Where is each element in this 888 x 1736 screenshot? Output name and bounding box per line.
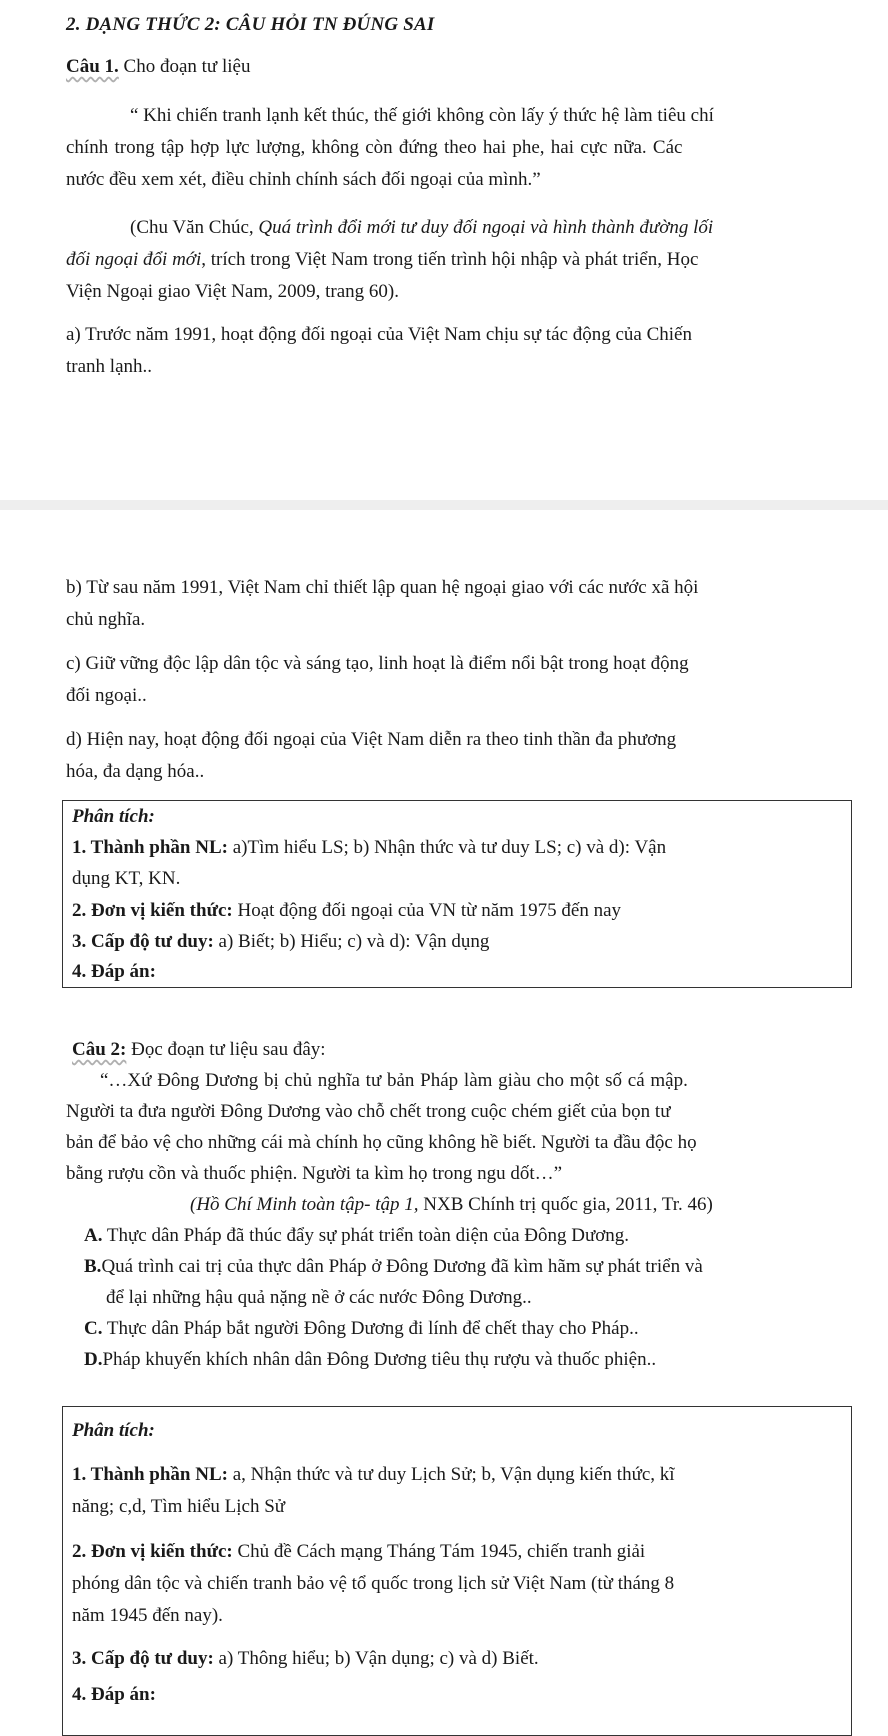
statement-a: a) Trước năm 1991, hoạt động đối ngoại của Việt Nam chịu sự tác động của Chiến: [66, 324, 692, 345]
q1-quote-line: nước đều xem xét, điều chỉnh chính sách đối ngoại của mình.”: [66, 169, 541, 190]
analysis-1-knowledge-text: Hoạt động đối ngoại của VN từ năm 1975 đến nay: [232, 900, 622, 921]
analysis-1-knowledge: [72, 894, 621, 927]
q2-option-b-cont: để lại những hậu quả nặng nề ở các nước Đông Dương..: [106, 1287, 532, 1308]
statement-d-cont: hóa, đa dạng hóa..: [66, 761, 205, 782]
analysis-1-answer: 4. Đáp án:: [72, 961, 156, 982]
q1-quote-line: chính trong tập hợp lực lượng, không còn đứng theo hai phe, hai cực nữa. Các: [66, 137, 683, 158]
question-1-intro: [66, 50, 250, 83]
question-2-label: Câu 2:: [72, 1039, 127, 1060]
analysis-2-knowledge-label: 2. Đơn vị kiến thức:: [72, 1541, 233, 1562]
statement-d: d) Hiện nay, hoạt động đối ngoại của Việt Nam diễn ra theo tinh thần đa phương: [66, 729, 677, 750]
q1-quote-line: “ Khi chiến tranh lạnh kết thúc, thế giới không còn lấy ý thức hệ làm tiêu chí: [130, 105, 714, 126]
analysis-2-level-text: a) Thông hiểu; b) Vận dụng; c) và d) Biết.: [213, 1648, 539, 1669]
analysis-1-competency: [72, 831, 666, 864]
q1-source-title-2: đối ngoại đổi mới: [66, 249, 202, 270]
q2-option-a-label: A.: [84, 1225, 103, 1246]
analysis-1-competency-text: a)Tìm hiểu LS; b) Nhận thức và tư duy LS; c) và d): Vận: [227, 837, 667, 858]
analysis-1-competency-label: 1. Thành phần NL:: [72, 837, 228, 858]
analysis-2-competency-label: 1. Thành phần NL:: [72, 1464, 228, 1485]
q2-option-a: [84, 1219, 629, 1252]
q2-option-d-text: Pháp khuyến khích nhân dân Đông Dương tiêu thụ rượu và thuốc phiện..: [102, 1349, 657, 1370]
analysis-2-knowledge: [72, 1535, 645, 1568]
q2-quote-line: bản để bảo vệ cho những cái mà chính họ cũng không hề biết. Người ta đầu độc họ: [66, 1132, 697, 1153]
statement-b: b) Từ sau năm 1991, Việt Nam chỉ thiết lập quan hệ ngoại giao với các nước xã hội: [66, 577, 699, 598]
question-2-intro-text: Đọc đoạn tư liệu sau đây:: [126, 1039, 326, 1060]
q1-source-line-1: [130, 211, 713, 244]
q1-source-title-1: Quá trình đổi mới tư duy đối ngoại và hình thành đường lối: [258, 217, 714, 238]
q2-option-d-label: D.: [84, 1349, 103, 1370]
analysis-1-level: [72, 925, 489, 958]
analysis-2-competency: [72, 1458, 675, 1491]
q1-source-rest: , trích trong Việt Nam trong tiến trình hội nhập và phát triển, Học: [201, 249, 699, 270]
analysis-2-level-label: 3. Cấp độ tư duy:: [72, 1648, 214, 1669]
q2-option-c-label: C.: [84, 1318, 103, 1339]
q2-source-title: (Hồ Chí Minh toàn tập- tập 1,: [190, 1194, 419, 1215]
analysis-2-level: [72, 1642, 539, 1675]
q2-quote-line: “…Xứ Đông Dương bị chủ nghĩa tư bản Pháp làm giàu cho một số cá mập.: [100, 1070, 688, 1091]
analysis-1-knowledge-label: 2. Đơn vị kiến thức:: [72, 900, 233, 921]
analysis-2-knowledge-text: Chủ đề Cách mạng Tháng Tám 1945, chiến tranh giải: [232, 1541, 646, 1562]
analysis-2-knowledge-cont: năm 1945 đến nay).: [72, 1605, 223, 1626]
question-1-label: Câu 1.: [66, 56, 119, 77]
analysis-1-level-label: 3. Cấp độ tư duy:: [72, 931, 214, 952]
section-heading: 2. DẠNG THỨC 2: CÂU HỎI TN ĐÚNG SAI: [66, 14, 435, 35]
question-1-intro-text: Cho đoạn tư liệu: [123, 56, 251, 77]
analysis-2-knowledge-cont: phóng dân tộc và chiến tranh bảo vệ tổ quốc trong lịch sử Việt Nam (từ tháng 8: [72, 1573, 675, 1594]
analysis-2-answer: 4. Đáp án:: [72, 1684, 156, 1705]
analysis-2-competency-text: a, Nhận thức và tư duy Lịch Sử; b, Vận dụng kiến thức, kĩ: [227, 1464, 675, 1485]
analysis-1-competency-cont: dụng KT, KN.: [72, 868, 181, 889]
statement-a-cont: tranh lạnh..: [66, 356, 153, 377]
question-2-intro: [72, 1033, 326, 1066]
q2-option-c-text: Thực dân Pháp bắt người Đông Dương đi lính để chết thay cho Pháp..: [102, 1318, 639, 1339]
analysis-2-competency-cont: năng; c,d, Tìm hiểu Lịch Sử: [72, 1496, 286, 1517]
q1-source-author: (Chu Văn Chúc,: [130, 217, 259, 238]
q2-source: [190, 1188, 713, 1221]
statement-c-cont: đối ngoại..: [66, 685, 147, 706]
page-break-band: [0, 500, 888, 510]
q1-source-line-2: [66, 243, 698, 276]
q2-quote-line: bằng rượu cồn và thuốc phiện. Người ta kìm họ trong ngu dốt…”: [66, 1163, 563, 1184]
statement-c: c) Giữ vững độc lập dân tộc và sáng tạo, linh hoạt là điểm nổi bật trong hoạt động: [66, 653, 689, 674]
q2-option-c: [84, 1312, 639, 1345]
analysis-1-title: Phân tích:: [72, 806, 155, 827]
q2-option-a-text: Thực dân Pháp đã thúc đẩy sự phát triển toàn diện của Đông Dương.: [102, 1225, 630, 1246]
statement-b-cont: chủ nghĩa.: [66, 609, 146, 630]
q2-option-b: [84, 1250, 703, 1283]
q2-option-b-text: Quá trình cai trị của thực dân Pháp ở Đông Dương đã kìm hãm sự phát triển và: [101, 1256, 703, 1277]
q2-quote-line: Người ta đưa người Đông Dương vào chỗ chết trong cuộc chém giết của bọn tư: [66, 1101, 671, 1122]
analysis-2-title: Phân tích:: [72, 1420, 155, 1441]
q1-source-line-3: Viện Ngoại giao Việt Nam, 2009, trang 60).: [66, 281, 399, 302]
analysis-1-level-text: a) Biết; b) Hiểu; c) và d): Vận dụng: [213, 931, 490, 952]
q2-option-b-label: B.: [84, 1256, 102, 1277]
q2-option-d: [84, 1343, 656, 1376]
q2-source-rest: NXB Chính trị quốc gia, 2011, Tr. 46): [418, 1194, 713, 1215]
